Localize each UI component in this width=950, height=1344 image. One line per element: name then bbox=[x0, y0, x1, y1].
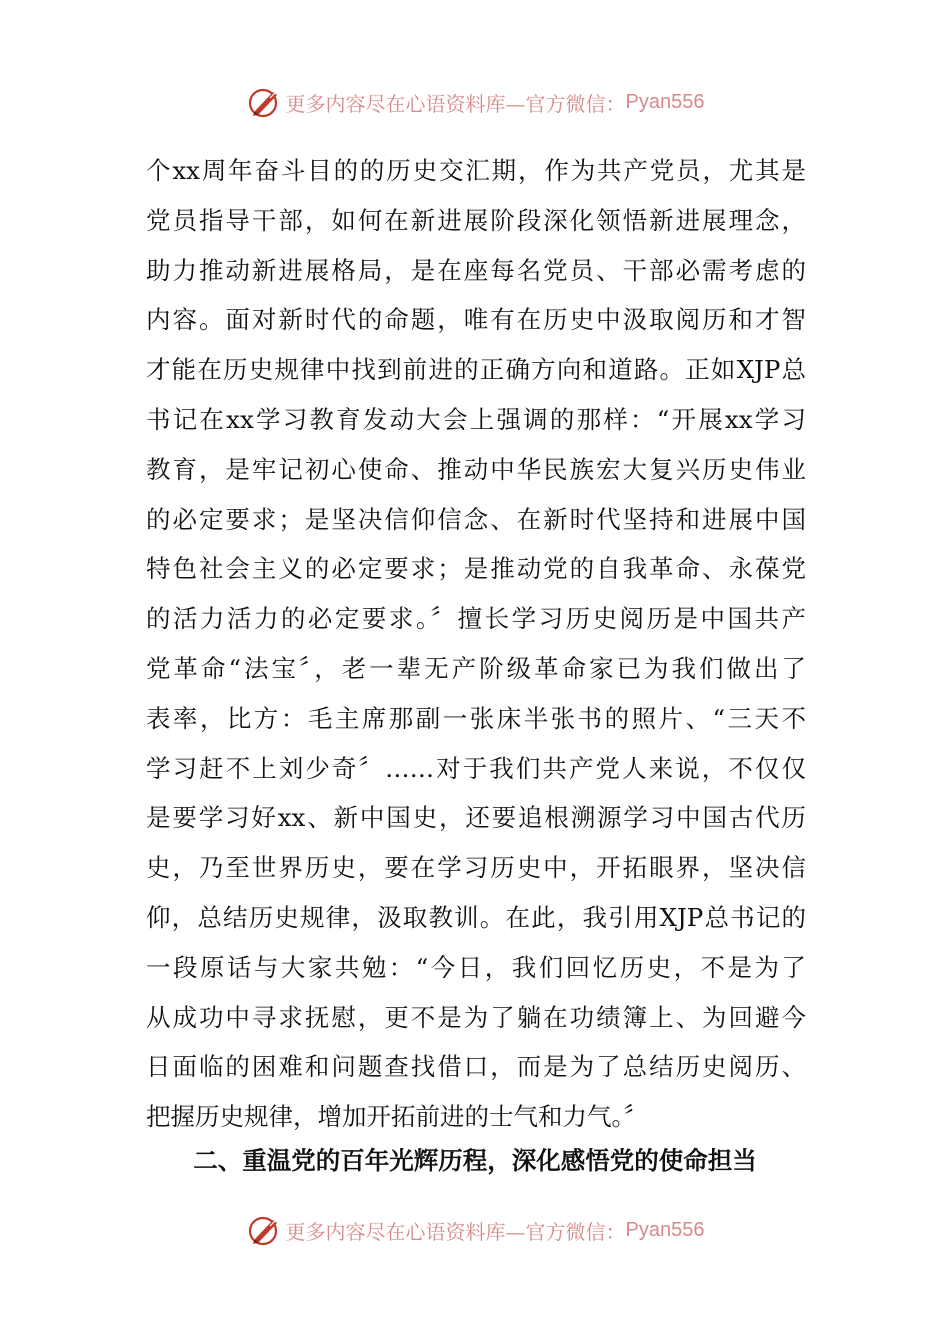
body-line: 的活力活力的必定要求。〞擅长学习历史阅历是中国共产 bbox=[146, 604, 806, 634]
body-line: 内容。面对新时代的命题，唯有在历史中汲取阅历和才智 bbox=[146, 305, 806, 335]
body-line: 是要学习好xx、新中国史，还要追根溯源学习中国古代历 bbox=[146, 803, 806, 833]
body-line: 才能在历史规律中找到前进的正确方向和道路。正如XJP总 bbox=[146, 355, 806, 385]
body-line: 仰，总结历史规律，汲取教训。在此，我引用XJP总书记的 bbox=[146, 902, 806, 932]
section-heading: 二、重温党的百年光辉历程，深化感悟党的使命担当 bbox=[193, 1146, 757, 1175]
banner-account: Pyan556 bbox=[625, 90, 705, 113]
body-paragraph bbox=[146, 146, 806, 1142]
body-line: 表率，比方：毛主席那副一张床半张书的照片、“三天不 bbox=[146, 703, 806, 733]
body-line: 史，乃至世界历史，要在学习历史中，开拓眼界，坚决信 bbox=[146, 853, 806, 883]
banner-text: 更多内容尽在心语资料库—官方微信： bbox=[285, 1219, 626, 1244]
body-line: 党革命“法宝〞，老一辈无产阶级革命家已为我们做出了 bbox=[146, 653, 806, 683]
body-line: 的必定要求；是坚决信仰信念、在新时代坚持和进展中国 bbox=[146, 504, 806, 534]
body-line: 学习赶不上刘少奇〞……对于我们共产党人来说，不仅仅 bbox=[146, 753, 806, 783]
body-line: 日面临的困难和问题查找借口，而是为了总结历史阅历、 bbox=[146, 1052, 806, 1082]
body-line: 一段原话与大家共勉：“今日，我们回忆历史，不是为了 bbox=[146, 952, 806, 982]
banner-text: 更多内容尽在心语资料库—官方微信： bbox=[285, 91, 626, 116]
header-banner bbox=[0, 82, 950, 122]
body-line: 教育，是牢记初心使命、推动中华民族宏大复兴历史伟业 bbox=[146, 454, 806, 484]
body-line: 书记在xx学习教育发动大会上强调的那样：“开展xx学习 bbox=[146, 404, 806, 434]
pen-circle-icon bbox=[246, 1212, 282, 1248]
body-line: 特色社会主义的必定要求；是推动党的自我革命、永葆党 bbox=[146, 554, 806, 584]
banner-account: Pyan556 bbox=[625, 1218, 705, 1241]
body-line: 个xx周年奋斗目的的历史交汇期，作为共产党员，尤其是 bbox=[146, 156, 806, 185]
footer-banner bbox=[0, 1210, 950, 1250]
body-line: 党员指导干部，如何在新进展阶段深化领悟新进展理念， bbox=[146, 205, 806, 235]
body-line: 助力推动新进展格局，是在座每名党员、干部必需考虑的 bbox=[146, 255, 806, 285]
pen-circle-icon bbox=[246, 84, 282, 120]
body-line: 从成功中寻求抚慰，更不是为了躺在功绩簿上、为回避今 bbox=[146, 1002, 806, 1032]
body-line: 把握历史规律，增加开拓前进的士气和力气。〞 bbox=[146, 1102, 649, 1132]
